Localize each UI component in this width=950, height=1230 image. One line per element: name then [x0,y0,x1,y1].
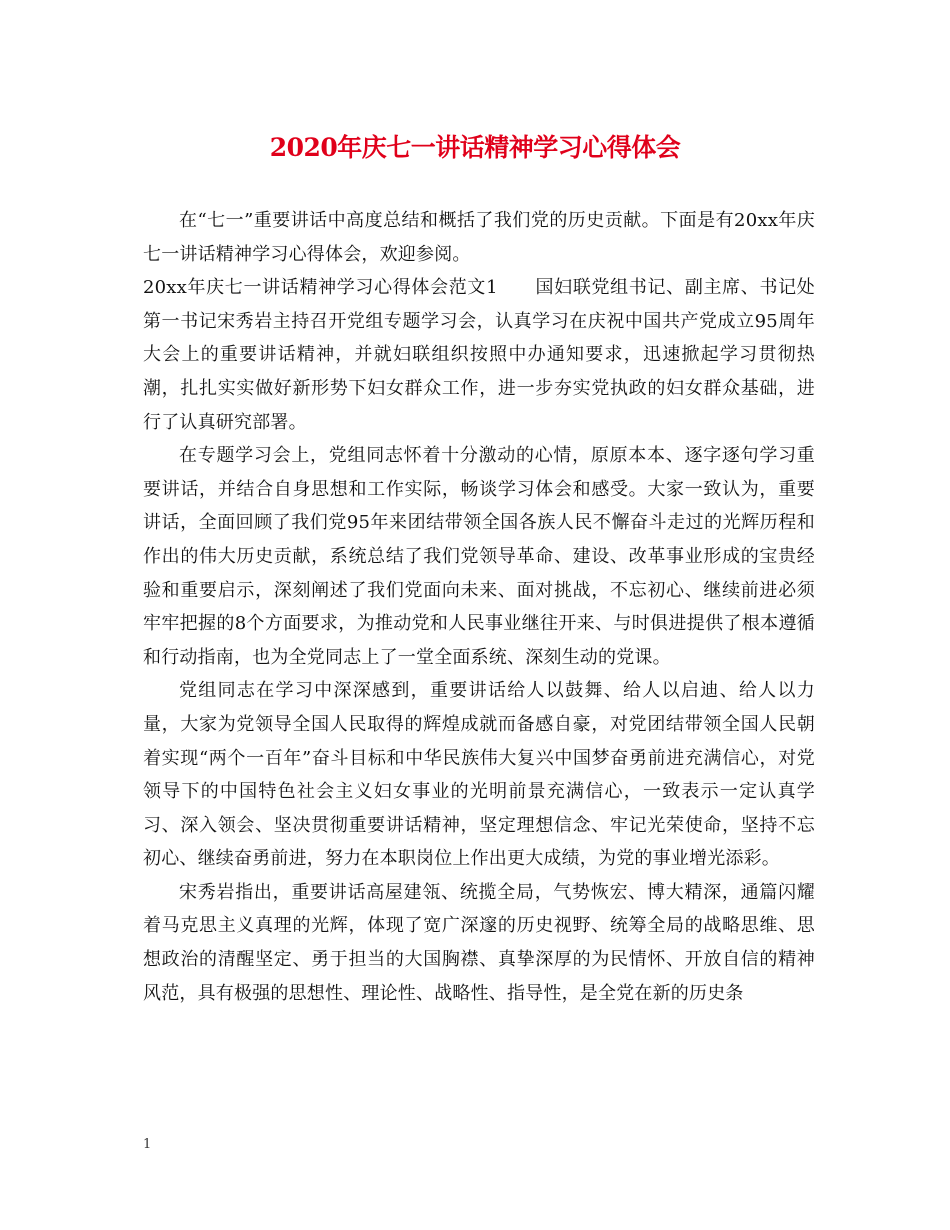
document-title: 2020年庆七一讲话精神学习心得体会 [269,133,681,162]
document-body [143,204,815,1010]
paragraph-party-group-feelings: 党组同志在学习中深深感到，重要讲话给人以鼓舞、给人以启迪、给人以力量，大家为党领导全国人民取得的辉煌成就而备感自豪，对党团结带领全国人民朝着实现“两个一百年”奋斗目标和中华民族伟大复兴中国梦奋勇前进充满信心，对党领导下的中国特色社会主义妇女事业的光明前景充满信心，一致表示一定认真学习、深入领会、坚决贯彻重要讲话精神，坚定理想信念、牢记光荣使命，坚持不忘初心、继续奋勇前进，努力在本职岗位上作出更大成绩，为党的事业增光添彩。 [143,680,815,870]
paragraph-song-xiuyan: 宋秀岩指出，重要讲话高屋建瓴、统揽全局，气势恢宏、博大精深，通篇闪耀着马克思主义真理的光辉，体现了宽广深邃的历史视野、统筹全局的战略思维、思想政治的清醒坚定、勇于担当的大国胸襟、真挚深厚的为民情怀、开放自信的精神风范，具有极强的思想性、理论性、战略性、指导性，是全党在新的历史条 [143,881,815,1004]
paragraph-study-session: 在专题学习会上，党组同志怀着十分激动的心情，原原本本、逐字逐句学习重要讲话，并结合自身思想和工作实际，畅谈学习体会和感受。大家一致认为，重要讲话，全面回顾了我们党95年来团结带领全国各族人民不懈奋斗走过的光辉历程和作出的伟大历史贡献，系统总结了我们党领导革命、建设、改革事业形成的宝贵经验和重要启示，深刻阐述了我们党面向未来、面对挑战，不忘初心、继续前进必须牢牢把握的8个方面要求，为推动党和人民事业继往开来、与时俱进提供了根本遵循和行动指南，也为全党同志上了一堂全面系统、深刻生动的党课。 [143,445,815,668]
page-number: 1 [143,1137,152,1152]
paragraph-intro: 在“七一”重要讲话中高度总结和概括了我们党的历史贡献。下面是有20xx年庆七一讲话精神学习心得体会，欢迎参阅。 [143,210,815,265]
paragraph-sample-1: 20xx年庆七一讲话精神学习心得体会范文1 国妇联党组书记、副主席、书记处第一书记宋秀岩主持召开党组专题学习会，认真学习在庆祝中国共产党成立95周年大会上的重要讲话精神，并就妇联组织按照中办通知要求，迅速掀起学习贯彻热潮，扎扎实实做好新形势下妇女群众工作，进一步夯实党执政的妇女群众基础，进行了认真研究部署。 [143,277,815,433]
